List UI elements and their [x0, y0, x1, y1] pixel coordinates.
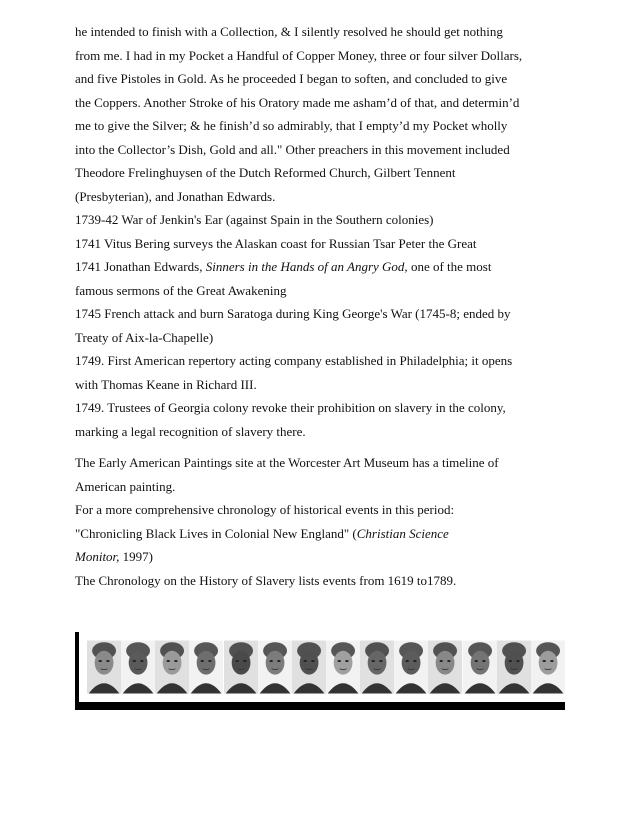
- body-text-line: Treaty of Aix-la-Chapelle): [75, 329, 214, 345]
- portrait-face-icon: [155, 636, 189, 698]
- portrait-face-icon: [531, 636, 565, 698]
- body-text-line: into the Collector’s Dish, Gold and all." Other preachers in this movement included: [75, 141, 510, 157]
- portrait-photo: [428, 636, 462, 698]
- portrait-row: [87, 636, 565, 698]
- body-text-line: with Thomas Keane in Richard III.: [75, 376, 257, 392]
- portrait-photo: [87, 636, 121, 698]
- portrait-face-icon: [497, 636, 531, 698]
- portrait-face-icon: [121, 636, 155, 698]
- portrait-photo: [497, 636, 531, 698]
- portrait-photo: [189, 636, 223, 698]
- chronology-intro: For a more comprehensive chronology of historical events in this period:: [75, 502, 455, 517]
- portrait-photo: [360, 636, 394, 698]
- portrait-photo: [531, 636, 565, 698]
- paintings-link-line[interactable]: The Early American Paintings site at the Worcester Art Museum has a timeline of: [75, 455, 499, 470]
- portrait-photo: [121, 636, 155, 698]
- body-text-line: 1739-42 War of Jenkin's Ear (against Spain in the Southern colonies): [75, 212, 434, 227]
- portrait-face-icon: [292, 636, 326, 698]
- body-text-line: from me. I had in my Pocket a Handful of Copper Money, three or four silver Dollars,: [75, 47, 523, 63]
- portrait-photo: [224, 636, 258, 698]
- paintings-link-line-cont: American painting.: [75, 478, 176, 494]
- sermon-title: Sinners in the Hands of an Angry God,: [205, 259, 408, 274]
- portrait-face-icon: [394, 636, 428, 698]
- portrait-photo: [258, 636, 292, 698]
- author-portrait-strip: [75, 632, 565, 710]
- body-text-line: 1749. Trustees of Georgia colony revoke their prohibition on slavery in the colony,: [75, 400, 506, 415]
- portrait-face-icon: [87, 636, 121, 698]
- slavery-chronology-link[interactable]: The Chronology on the History of Slavery lists events from 1619 to1789.: [75, 572, 457, 588]
- body-text-line: (Presbyterian), and Jonathan Edwards.: [75, 188, 276, 204]
- portrait-photo: [292, 636, 326, 698]
- body-text-line: 1745 French attack and burn Saratoga during King George's War (1745-8; ended by: [75, 306, 511, 321]
- chronicling-link-line[interactable]: "Chronicling Black Lives in Colonial New England" (Christian Science: [75, 525, 449, 541]
- body-text-line: 1741 Vitus Bering surveys the Alaskan coast for Russian Tsar Peter the Great: [75, 235, 477, 251]
- portrait-face-icon: [189, 636, 223, 698]
- portrait-face-icon: [428, 636, 462, 698]
- body-text-line: and five Pistoles in Gold. As he proceeded I began to soften, and concluded to give: [75, 71, 508, 86]
- chronicling-link-line-cont: Monitor, 1997): [75, 549, 154, 564]
- portrait-face-icon: [258, 636, 292, 698]
- body-text-line: 1749. First American repertory acting company established in Philadelphia; it opens: [75, 353, 513, 368]
- body-text-line: the Coppers. Another Stroke of his Oratory made me asham’d of that, and determin’d: [75, 94, 520, 110]
- portrait-photo: [326, 636, 360, 698]
- portrait-face-icon: [326, 636, 360, 698]
- body-text-line: me to give the Silver; & he finish’d so admirably, that I empty’d my Pocket wholly: [75, 118, 508, 133]
- edwards-line: 1741 Jonathan Edwards, Sinners in the Hands of an Angry God, one of the most: [75, 259, 492, 274]
- portrait-face-icon: [360, 636, 394, 698]
- portrait-face-icon: [224, 636, 258, 698]
- portrait-photo: [463, 636, 497, 698]
- body-text-line: famous sermons of the Great Awakening: [75, 282, 287, 298]
- portrait-face-icon: [463, 636, 497, 698]
- portrait-photo: [155, 636, 189, 698]
- body-text-line: marking a legal recognition of slavery there.: [75, 423, 306, 439]
- document-body: [75, 20, 575, 592]
- body-text-line: Theodore Frelinghuysen of the Dutch Reformed Church, Gilbert Tennent: [75, 165, 456, 180]
- portrait-photo: [394, 636, 428, 698]
- body-text-line: he intended to finish with a Collection, & I silently resolved he should get nothing: [75, 24, 503, 39]
